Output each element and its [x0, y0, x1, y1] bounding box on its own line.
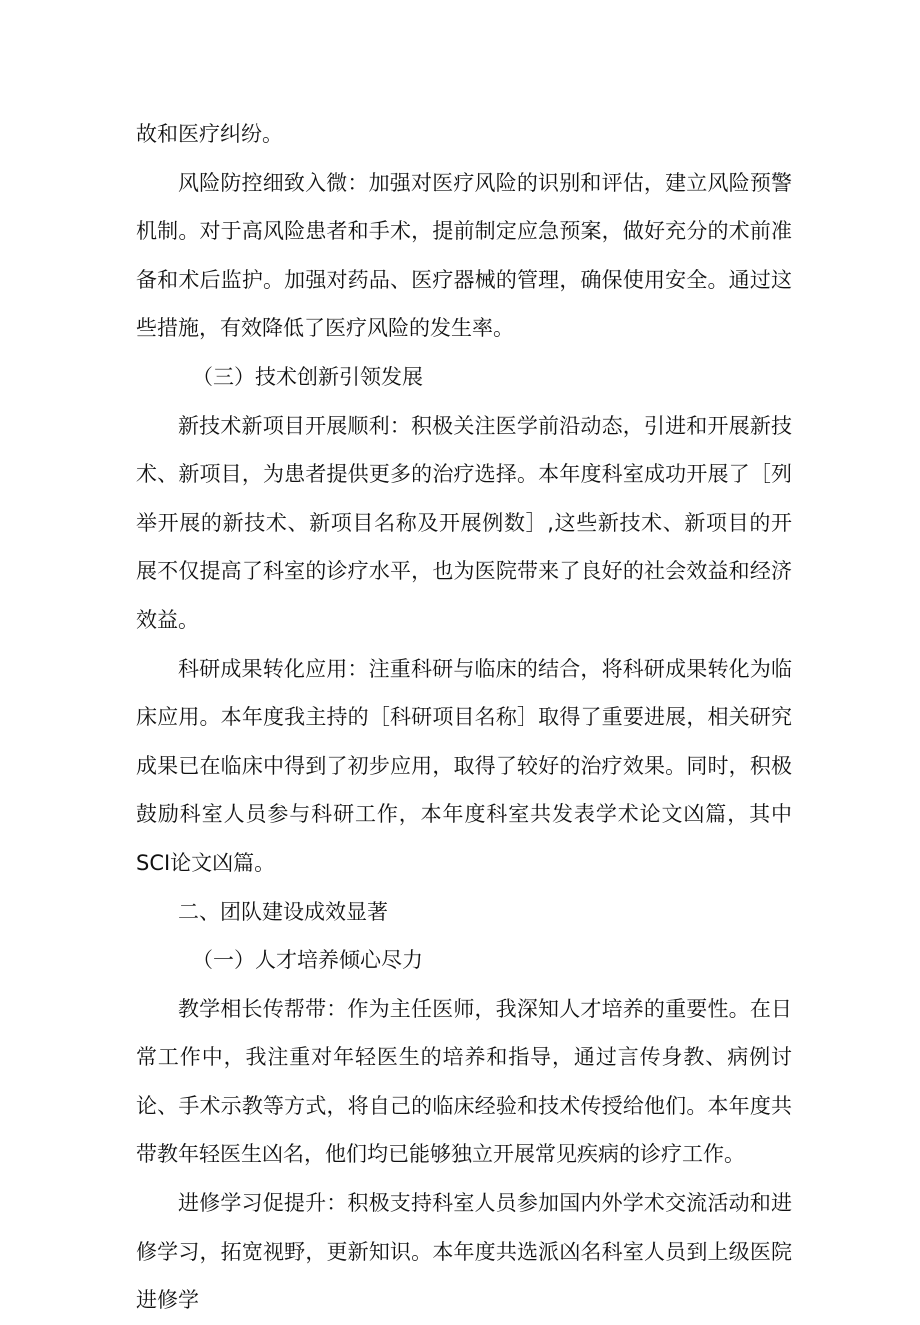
paragraph-teaching: 教学相长传帮带：作为主任医师，我深知人才培养的重要性。在日常工作中，我注重对年轻医生的培养和指导，通过言传身教、病例讨论、手术示教等方式，将自己的临床经验和技术传授给他们。本年度共带教年轻医生凶名，他们均已能够独立开展常见疾病的诊疗工作。: [136, 996, 792, 1167]
paragraph-risk-control: 风险防控细致入微：加强对医疗风险的识别和评估，建立风险预警机制。对于高风险患者和手术，提前制定应急预案，做好充分的术前准备和术后监护。加强对药品、医疗器械的管理，确保使用安全。通过这些措施，有效降低了医疗风险的发生率。: [136, 170, 792, 341]
subheading-tech-innovation: （三）技术创新引领发展: [192, 364, 423, 389]
paragraph-new-tech: 新技术新项目开展顺利：积极关注医学前沿动态，引进和开展新技术、新项目，为患者提供更多的治疗选择。本年度科室成功开展了［列举开展的新技术、新项目名称及开展例数］,这些新技术、新项目的开展不仅提高了科室的诊疗水平，也为医院带来了良好的社会效益和经济效益。: [136, 413, 792, 632]
subheading-talent-training: （一）人才培养倾心尽力: [192, 948, 423, 973]
document-body: [136, 110, 792, 1325]
heading-team-building: 二、团队建设成效显著: [178, 899, 388, 924]
paragraph-research-translation: 科研成果转化应用：注重科研与临床的结合，将科研成果转化为临床应用。本年度我主持的［科研项目名称］取得了重要进展，相关研究成果已在临床中得到了初步应用，取得了较好的治疗效果。同时，积极鼓励科室人员参与科研工作，本年度科室共发表学术论文凶篇，其中SCI论文凶篇。: [136, 656, 792, 875]
paragraph-further-study: 进修学习促提升：积极支持科室人员参加国内外学术交流活动和进修学习，拓宽视野，更新知识。本年度共选派凶名科室人员到上级医院进修学: [136, 1191, 792, 1313]
paragraph-continuation: 故和医疗纠纷。: [136, 122, 283, 146]
